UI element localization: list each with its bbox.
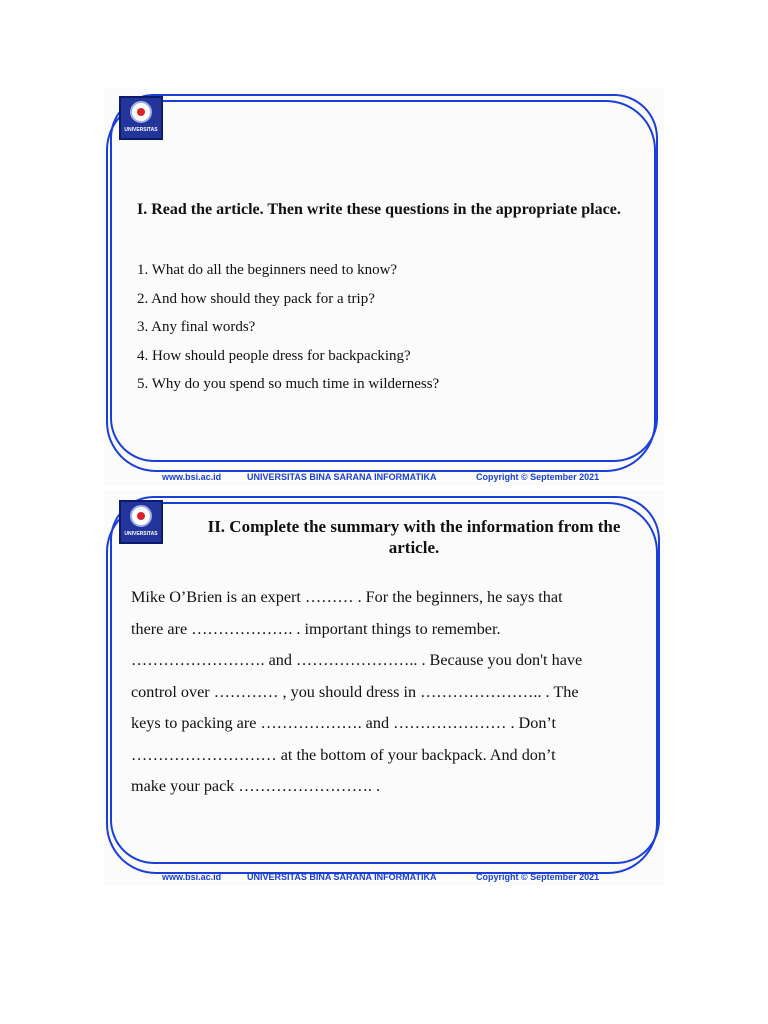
footer-url: www.bsi.ac.id xyxy=(162,472,222,482)
slide-reading-questions xyxy=(104,88,664,486)
university-logo-icon xyxy=(119,96,163,140)
university-logo-icon xyxy=(119,500,163,544)
summary-line: keys to packing are ………………. and ………………… . Don’t xyxy=(131,714,557,732)
summary-line: control over ………… , you should dress in ………………….. . The xyxy=(131,682,579,701)
slide-summary-completion xyxy=(104,490,664,886)
question-item: 4. How should people dress for backpacking? xyxy=(137,347,411,364)
summary-line: ……………………… at the bottom of your backpack. And don’t xyxy=(131,745,556,764)
summary-line: make your pack ……………………. . xyxy=(131,777,381,795)
summary-line: ……………………. and ………………….. . Because you don't have xyxy=(131,651,583,669)
summary-line: Mike O’Brien is an expert ……… . For the beginners, he says that xyxy=(131,588,563,606)
footer-copyright: Copyright © September 2021 xyxy=(476,472,600,482)
footer-institution: UNIVERSITAS BINA SARANA INFORMATIKA xyxy=(247,472,437,482)
summary-paragraph xyxy=(131,582,582,803)
exercise-heading: II. Complete the summary with the information from the article. xyxy=(207,517,621,557)
question-item: 3. Any final words? xyxy=(137,319,256,335)
footer-institution: UNIVERSITAS BINA SARANA INFORMATIKA xyxy=(247,872,437,882)
exercise-heading: I. Read the article. Then write these questions in the appropriate place. xyxy=(137,201,621,218)
slide-footer xyxy=(104,872,664,886)
footer-url: www.bsi.ac.id xyxy=(162,872,222,882)
summary-line: there are ………………. . important things to remember. xyxy=(131,619,501,638)
question-item: 2. And how should they pack for a trip? xyxy=(137,290,375,307)
question-list xyxy=(137,256,439,399)
question-item: 1. What do all the beginners need to know? xyxy=(137,262,398,278)
question-item: 5. Why do you spend so much time in wilderness? xyxy=(137,376,440,392)
footer-copyright: Copyright © September 2021 xyxy=(476,872,600,882)
logo-text: UNIVERSITAS xyxy=(124,127,158,133)
logo-text: UNIVERSITAS xyxy=(124,531,158,537)
slide-footer xyxy=(104,472,664,486)
